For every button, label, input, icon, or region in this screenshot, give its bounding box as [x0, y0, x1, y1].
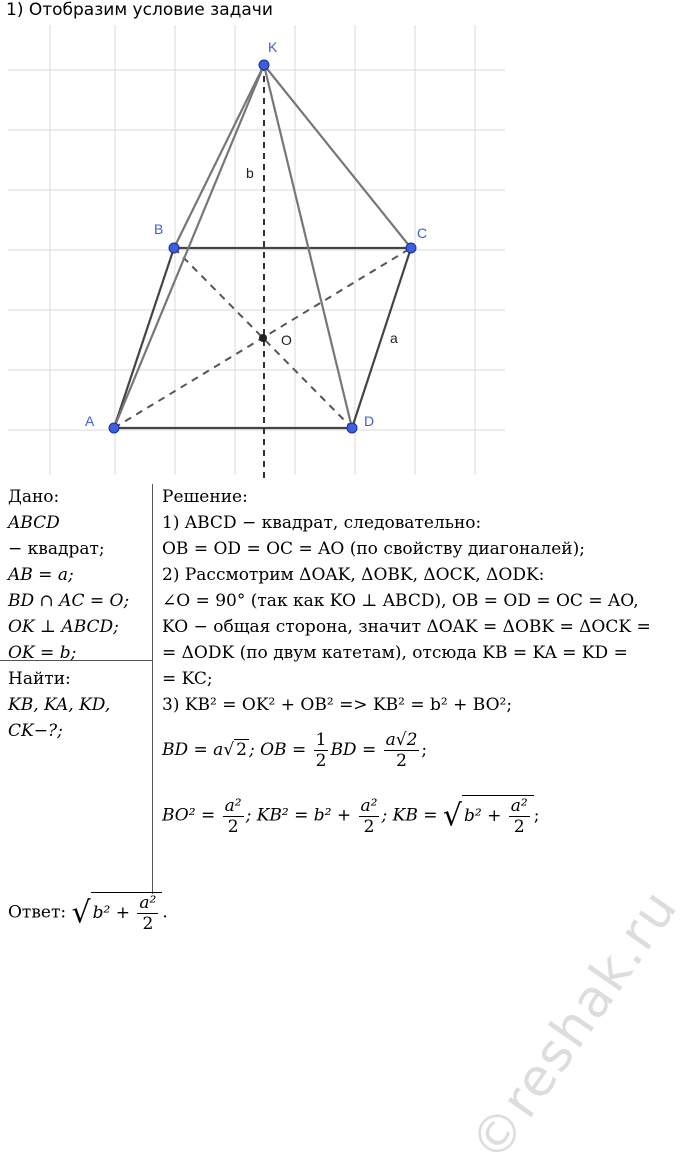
solution-line: 2) Рассмотрим ΔOAK, ΔOBK, ΔOCK, ΔODK: — [162, 565, 545, 585]
label-o: O — [281, 332, 292, 348]
label-a: A — [85, 413, 95, 429]
given-title: Дано: — [8, 487, 60, 507]
point-o — [259, 334, 267, 342]
label-side-a: a — [390, 330, 398, 346]
given-line: AB = a; — [8, 565, 74, 585]
watermark: ©reshak.ru — [458, 878, 690, 1173]
vertex-points — [109, 60, 416, 433]
solution-title: Решение: — [162, 487, 248, 507]
given-block — [8, 484, 148, 744]
solution-line: 1) ABCD − квадрат, следовательно: — [162, 513, 482, 533]
answer-line: Ответ: √ b² + $\frac{\text{a²}}{2}$ . — [8, 893, 168, 934]
find-line: CK−?; — [8, 721, 63, 741]
solution-line: = ΔODK (по двум катетам), отсюда KB = KA = KD = — [162, 643, 628, 663]
given-line: − квадрат; — [8, 539, 105, 559]
given-line: OK = b; — [8, 643, 77, 663]
find-line: KB, KA, KD, — [8, 695, 111, 715]
label-k: K — [268, 39, 278, 55]
given-line: ABCD — [8, 513, 60, 533]
column-divider — [152, 484, 153, 894]
solution-line: KO − общая сторона, значит ΔOAK = ΔOBK = ΔOCK = — [162, 617, 651, 637]
solution-line: OB = OD = OC = AO (по свойству диагоналей); — [162, 539, 585, 559]
grid — [8, 25, 505, 475]
solution-line: = KC; — [162, 669, 213, 689]
given-line: OK ⊥ ABCD; — [8, 617, 119, 637]
answer-label: Ответ: — [8, 902, 72, 923]
solution-line: 3) KB² = OK² + OB² => KB² = b² + BO²; — [162, 695, 513, 715]
label-c: C — [417, 225, 428, 241]
bo-formula-line: BO² = $\frac{\text{a²}}{2}$ ; KB² = b² + $\frac{\text{a²}}{2}$ ; KB = √ b² + $\frac{\text{a²}}{2}$ ; — [162, 795, 540, 837]
label-b: B — [154, 221, 164, 237]
given-line: BD ∩ AC = O; — [8, 591, 130, 611]
section-heading: 1) Отобразим условие задачи — [6, 0, 273, 20]
bd-formula-line: BD = a√ 2 ; OB = $\frac{1}{2}$ BD = $\frac{a√2}{2}$ ; — [162, 730, 428, 771]
label-d: D — [364, 413, 375, 429]
lateral-edges — [114, 65, 411, 428]
find-title: Найти: — [8, 669, 71, 689]
label-side-b: b — [246, 165, 254, 181]
solution-line: ∠O = 90° (так как KO ⊥ ABCD), OB = OD = OC = AO, — [162, 591, 639, 611]
pyramid-figure — [0, 0, 700, 480]
solution-block — [162, 484, 697, 718]
